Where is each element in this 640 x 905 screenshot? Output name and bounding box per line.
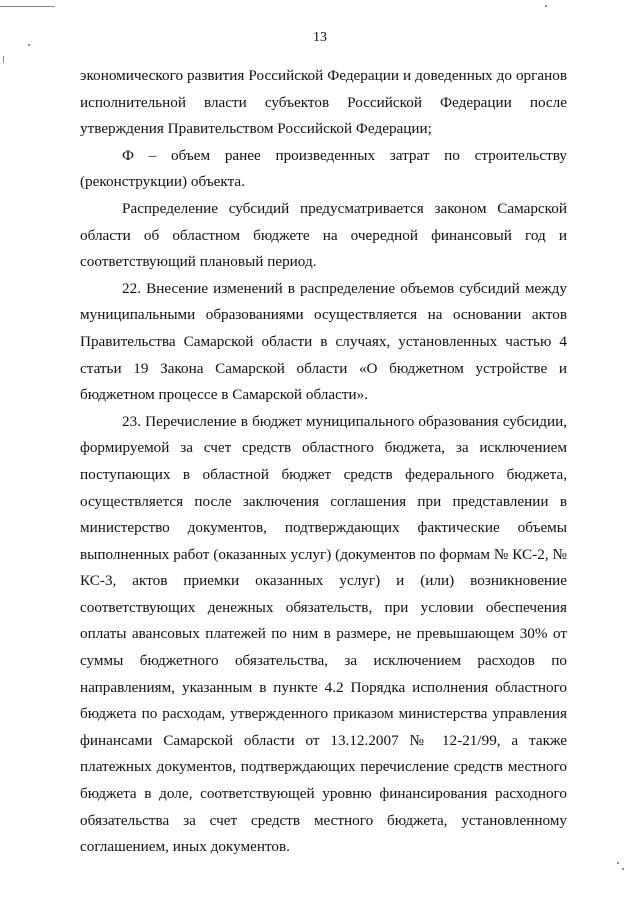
paragraph-continuation: экономического развития Российской Федерации и доведенных до органов исполнительной власти субъектов Российской Федерации после утверждения Правительством Российской Федерации;: [80, 67, 567, 138]
paragraph-clause-23: 23. Перечисление в бюджет муниципального образования субсидии, формируемой за счет средств областного бюджета, за исключением поступающих в областной бюджет средств федерального бюджета, осуществляется после заключения соглашения при представлении в министерство документов, подтверждающих фактические объемы выполненных работ (оказанных услуг) (документов по формам № КС-2, № КС-3, актов приемки оказанных услуг) и (или) возникновение соответствующих денежных обязательств, при условии обеспечения оплаты авансовых платежей по ним в размере, не превышающем 30% от суммы бюджетного обязательства, за исключением расходов по направлениям, указанным в пункте 4.2 Порядка исполнения областного бюджета по расходам, утвержденного приказом министерства управления финансами Самарской области от 13.12.2007 № 12-21/99, а также платежных документов, подтверждающих перечисление средств местного бюджета в доле, соответствующей уровню финансирования расходного обязательства за счет средств местного бюджета, установленному соглашением, иных документов.: [80, 412, 567, 856]
scan-artifact-bottom-right-dot-1: [617, 862, 619, 864]
paragraph-formula-definition: Ф – объем ранее произведенных затрат по строительству (реконструкции) объекта.: [80, 146, 567, 191]
scan-artifact-top-right-dot: [545, 5, 547, 7]
scan-artifact-top-left-line: [0, 6, 55, 7]
scan-artifact-bottom-right-dot-2: [622, 868, 624, 870]
scan-artifact-left-edge-mark: [3, 56, 4, 63]
paragraph-clause-22: 22. Внесение изменений в распределение объемов субсидий между муниципальными образованиями осуществляется на основании актов Правительства Самарской области в случаях, установленных частью 4 статьи 19 Закона Самарской области «О бюджетном устройстве и бюджетном процессе в Самарской области».: [80, 279, 567, 404]
paragraph-subsidy-distribution: Распределение субсидий предусматривается законом Самарской области об областном бюджете на очередной финансовый год и соответствующий плановый период.: [80, 199, 567, 271]
document-body: [80, 63, 567, 861]
page-number: 13: [313, 30, 327, 45]
